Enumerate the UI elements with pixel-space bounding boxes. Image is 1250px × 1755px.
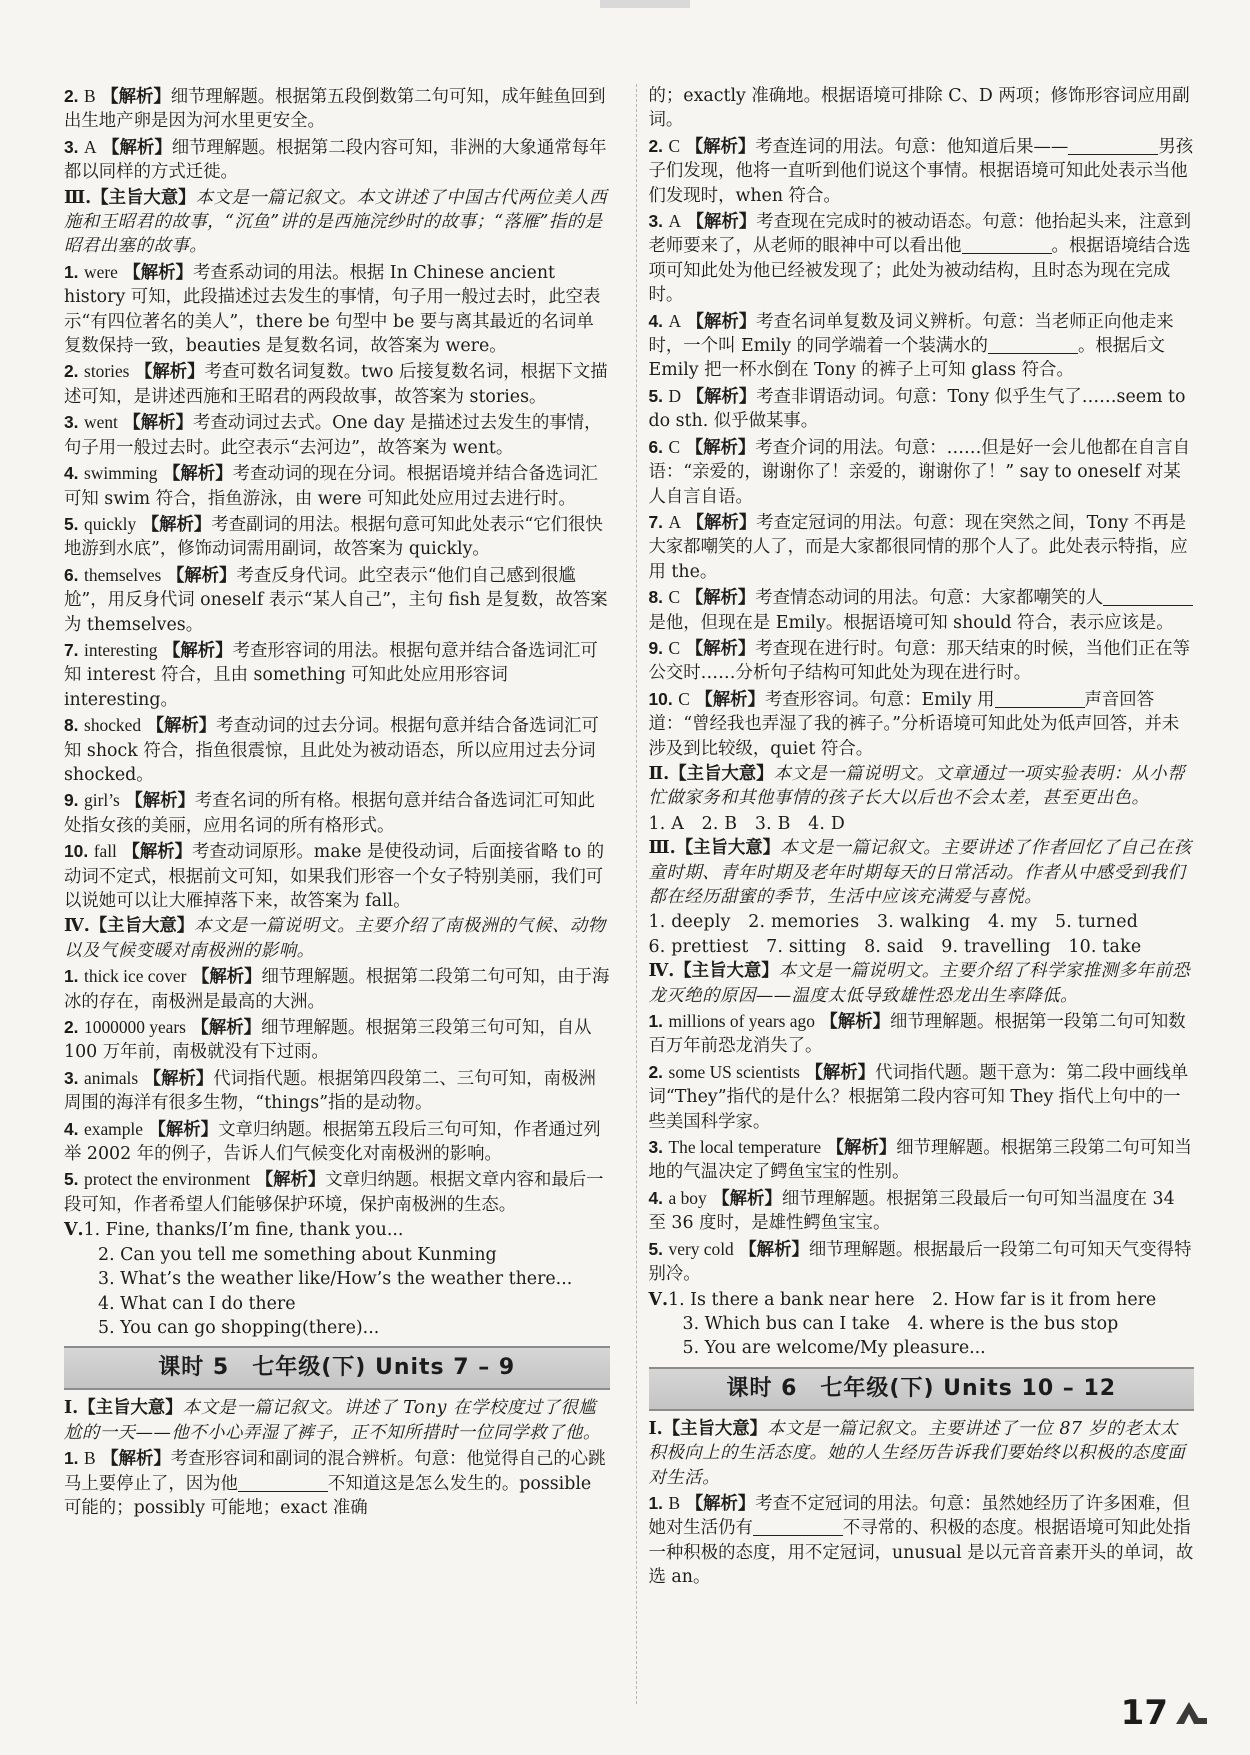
item-number: 6. (648, 436, 664, 457)
item-text: 考查介词的用法。句意：……但是好一会儿他都在自言自语：“亲爱的，谢谢你了！亲爱的，谢谢你了！” say to oneself 对某人自言自语。 (648, 437, 1191, 507)
item-text: 细节理解题。根据第二段内容可知，非洲的大象通常每年都以同样的方式迁徙。 (64, 137, 607, 183)
blank-line (238, 1473, 328, 1492)
item-text: 文章归纳题。根据第五段后三句可知，作者通过列举 2002 年的例子，告诉人们气候变化对南极洲的影响。 (64, 1119, 601, 1165)
item-answer: C (668, 637, 681, 658)
section-v-item: 3. Which bus can I take 4. where is the bus stop (682, 1313, 1119, 1334)
summary-label: Ⅳ.【主旨大意】 (64, 916, 195, 937)
item-answer: some US scientists (668, 1061, 800, 1082)
item-number: 8. (64, 715, 79, 736)
item-number: 9. (64, 790, 79, 811)
item-text: 考查不定冠词的用法。句意：虽然她经历了许多困难，但她对生活仍有 (648, 1493, 1191, 1539)
item-text: 考查连词的用法。句意：他知道后果—— (755, 136, 1069, 157)
analysis-tag: 【解析】 (686, 311, 757, 332)
answer-page (64, 84, 1194, 1704)
item-number: 4. (648, 1187, 664, 1208)
analysis-tag: 【解析】 (102, 137, 172, 158)
item-number: 7. (64, 639, 79, 660)
item-answer: B (668, 1492, 681, 1513)
answer-item (649, 1009, 1195, 1059)
item-number: 10. (64, 841, 89, 862)
summary-label: Ⅰ.【主旨大意】 (648, 1418, 768, 1439)
section-summary (649, 959, 1195, 1008)
answer-item (64, 638, 610, 712)
analysis-tag: 【解析】 (166, 565, 237, 586)
analysis-tag: 【解析】 (805, 1062, 876, 1083)
lesson-6-title: 课时 6 七年级(下) Units 10 – 12 (649, 1367, 1195, 1411)
item-text: 细节理解题。根据第一段第二句可知数百万年前恐龙消失了。 (648, 1012, 1186, 1057)
item-number: 2. (64, 361, 79, 382)
item-answer: B (84, 86, 96, 106)
left-items (64, 84, 610, 1217)
item-text: 考查动词的过去分词。根据句意并结合备选词汇可知 shock 符合，指鱼很震惊，且此处为被动语态，所以应用过去分词 shocked。 (64, 716, 599, 785)
item-number: 3. (64, 136, 79, 157)
answer-line (649, 812, 1195, 836)
item-answer: B (84, 1448, 96, 1469)
top-edge-mark (600, 0, 690, 8)
section-v-right (649, 1288, 1195, 1361)
analysis-tag: 【解析】 (255, 1170, 326, 1191)
item-answer: protect the environment (84, 1169, 251, 1190)
item-text: 考查可数名词复数。two 后接复数名词，根据下文描述可知，是讲述西施和王昭君的两段故事，故答案为 stories。 (64, 362, 608, 407)
analysis-tag: 【解析】 (143, 1068, 214, 1089)
summary-label: Ⅳ.【主旨大意】 (648, 961, 779, 982)
item-text: 考查动词原形。make 是使役动词，后面接省略 to 的动词不定式，根据前文可知，如果我们形容一个女子特别美丽，我们可以说她可以让大雁掉落下来，故答案为 fall。 (64, 842, 605, 911)
item-answer: a boy (668, 1187, 707, 1208)
item-answer: C (668, 587, 681, 608)
summary-text: 本文是一篇记叙文。本文讲述了中国古代两位美人西施和王昭君的故事，“沉鱼”讲的是西施浣纱时的故事；“落雁”指的是昭君出塞的故事。 (64, 187, 608, 257)
analysis-tag: 【解析】 (686, 212, 757, 233)
answer-item (649, 510, 1195, 584)
item-text: 。根据后文 Emily 把一杯水倒在 Tony 的裤子上可知 glass 符合。 (648, 336, 1165, 381)
item-number: 1. (648, 1492, 664, 1513)
analysis-tag: 【解析】 (685, 638, 756, 659)
analysis-tag: 【解析】 (685, 588, 756, 609)
blank-line (753, 1517, 843, 1536)
section-v-item: 2. Can you tell me something about Kunming (98, 1244, 497, 1265)
summary-text: 本文是一篇说明文。主要介绍了科学家推测多年前恐龙灭绝的原因——温度太低导致雄性恐龙出生率降低。 (648, 961, 1191, 1006)
item-text: 是他，但现在是 Emily。根据语境可知 should 符合，表示应该是。 (648, 612, 1174, 633)
section-summary (649, 836, 1195, 909)
item-text: 细节理解题。根据最后一段第二句可知天气变得特别冷。 (648, 1239, 1192, 1285)
blank-line (995, 689, 1085, 708)
publisher-logo-icon (1174, 1700, 1208, 1726)
item-number: 1. (64, 1448, 79, 1469)
answer-line-text: 1. deeply 2. memories 3. walking 4. my 5. turned (648, 912, 1139, 933)
lesson-6-item-1 (649, 1491, 1195, 1590)
answer-item (64, 788, 610, 838)
answer-item (64, 359, 610, 409)
item-answer: C (668, 135, 681, 156)
left-column (64, 84, 610, 1704)
item-text: 细节理解题。根据第三段第二句可知当地的气温决定了鳄鱼宝宝的性别。 (648, 1138, 1192, 1183)
answer-item (649, 209, 1195, 308)
analysis-tag: 【解析】 (686, 386, 757, 407)
item-number: 3. (648, 1137, 664, 1158)
item-text: 考查动词的现在分词。根据语境并结合备选词汇可知 swim 符合，指鱼游泳，由 were 可知此处应用过去进行时。 (64, 464, 598, 509)
item-number: 7. (648, 511, 664, 532)
answer-item (649, 384, 1195, 434)
continued-text (649, 84, 1195, 133)
summary-label: Ⅱ.【主旨大意】 (648, 763, 774, 784)
item-text: 代词指代题。根据第四段第二、三句可知，南极洲周围的海洋有很多生物，“things”指的是动物。 (64, 1068, 596, 1114)
item-number: 3. (64, 1067, 79, 1088)
item-text: 不寻常的、积极的态度。根据语境可知此处指一种积极的态度，用不定冠词，unusual 是以元音音素开头的单词，故选 an。 (648, 1518, 1194, 1588)
lesson-5-item-1 (64, 1446, 610, 1520)
item-text: 声音回答道：“曾经我也弄湿了我的裤子。”分析语境可知此处为低声回答，并未涉及到比较级，quiet 符合。 (648, 689, 1180, 759)
analysis-tag: 【解析】 (163, 640, 233, 661)
page-number (1121, 1693, 1208, 1733)
item-answer: C (678, 688, 690, 709)
section-summary (649, 762, 1195, 811)
item-answer: went (84, 412, 118, 433)
item-text: 考查情态动词的用法。句意：大家都嘲笑的人 (755, 588, 1104, 609)
item-answer: millions of years ago (668, 1011, 815, 1032)
item-answer: swimming (84, 463, 158, 484)
analysis-tag: 【解析】 (146, 716, 217, 737)
item-answer: A (84, 136, 97, 157)
answer-item (649, 1060, 1195, 1134)
right-column (636, 84, 1195, 1704)
item-number: 1. (64, 966, 79, 987)
item-answer: girl’s (84, 790, 120, 811)
analysis-tag: 【解析】 (685, 136, 756, 157)
answer-item (64, 563, 610, 637)
summary-label: Ⅰ.【主旨大意】 (64, 1398, 183, 1419)
item-number: 4. (64, 1118, 79, 1139)
item-text: 文章归纳题。根据文章内容和最后一段可知，作者希望人们能够保护环境，保护南极洲的生态。 (64, 1170, 604, 1215)
page-number-text: 17 (1120, 1693, 1168, 1733)
summary-text: 本文是一篇记叙文。讲述了 Tony 在学校度过了很尴尬的一天——他不小心弄湿了裤子，正不知所措时一位同学救了他。 (64, 1398, 601, 1443)
item-text: 细节理解题。根据第二段第二句可知，由于海冰的存在，南极洲是最高的大洲。 (64, 967, 610, 1012)
analysis-tag: 【解析】 (122, 842, 193, 863)
item-answer: A (668, 211, 682, 232)
item-answer: thick ice cover (84, 966, 187, 987)
answer-item (64, 1117, 610, 1167)
item-text: 细节理解题。根据第三段第三句可知，自从 100 万年前，南极就没有下过雨。 (64, 1018, 592, 1063)
item-answer: example (84, 1118, 143, 1139)
section-v-item: 3. What’s the weather like/How’s the weather there... (98, 1269, 573, 1290)
item-answer: fall (93, 841, 117, 862)
answer-line (649, 935, 1195, 959)
analysis-tag: 【解析】 (695, 689, 765, 710)
item-number: 9. (648, 637, 664, 658)
item-number: 2. (64, 86, 79, 106)
analysis-tag: 【解析】 (820, 1012, 890, 1033)
item-number: 5. (648, 1238, 664, 1259)
item-answer: D (668, 385, 682, 406)
item-answer: very cold (668, 1238, 734, 1259)
item-number: 5. (64, 513, 79, 534)
analysis-tag: 【解析】 (125, 791, 195, 812)
analysis-tag: 【解析】 (163, 464, 233, 485)
section-v-item: 5. You can go shopping(there)... (98, 1317, 380, 1338)
analysis-tag: 【解析】 (191, 967, 262, 988)
item-number: 6. (64, 564, 79, 585)
item-text: 考查动词过去式。One day 是描述过去发生的事情，句子用一般过去时。此空表示“去河边”，故答案为 went。 (64, 413, 602, 458)
answer-line-text: 6. prettiest 7. sitting 8. said 9. travelling 10. take (648, 936, 1142, 957)
analysis-tag: 【解析】 (685, 437, 756, 458)
summary-label: Ⅲ.【主旨大意】 (648, 838, 781, 859)
answer-item (64, 512, 610, 562)
item-number: 5. (64, 1169, 79, 1190)
blank-line (962, 235, 1052, 254)
blank-line (1068, 136, 1158, 155)
item-text: 考查副词的用法。根据句意可知此处表示“它们很快地游到水底”，修饰动词需用副词，故答案为 quickly。 (64, 514, 603, 560)
section-v-label: Ⅴ. (648, 1289, 669, 1310)
section-v-item: 1. Is there a bank near here 2. How far is it from here (668, 1289, 1157, 1310)
analysis-tag: 【解析】 (739, 1239, 809, 1260)
answer-item (649, 134, 1195, 208)
item-text: 考查形容词的用法。根据句意并结合备选词汇可知 interest 符合，且由 something 可知此处应用形容词 interesting。 (64, 640, 598, 710)
section-v-left (64, 1218, 610, 1340)
analysis-tag: 【解析】 (123, 413, 193, 434)
answer-item (649, 687, 1195, 761)
answer-item (64, 410, 610, 460)
item-number: 5. (648, 385, 664, 406)
item-number: 3. (648, 211, 664, 232)
lesson-5-summary (64, 1396, 610, 1445)
answer-line-text: 1. A 2. B 3. B 4. D (648, 813, 846, 834)
lesson-6-summary (649, 1417, 1195, 1490)
item-number: 4. (64, 463, 79, 484)
answer-item (64, 461, 610, 511)
item-answer: stories (84, 361, 130, 382)
answer-item (64, 260, 610, 359)
answer-item (649, 585, 1195, 635)
item-answer: interesting (84, 639, 158, 660)
item-number: 2. (648, 1061, 664, 1082)
item-number: 2. (648, 135, 664, 156)
summary-text: 本文是一篇记叙文。主要讲述了一位 87 岁的老太太积极向上的生活态度。她的人生经历告诉我们要始终以积极的态度面对生活。 (648, 1418, 1186, 1488)
item-text: 考查形容词。句意：Emily 用 (764, 689, 995, 710)
section-v-item: 5. You are welcome/My pleasure... (682, 1338, 986, 1359)
item-answer: quickly (84, 513, 137, 534)
section-v-label: Ⅴ. (64, 1220, 84, 1241)
item-number: 8. (648, 587, 664, 608)
answer-item (64, 1066, 610, 1116)
answer-item (649, 1186, 1195, 1236)
summary-label: Ⅲ.【主旨大意】 (64, 187, 196, 208)
item-answer: shocked (84, 715, 142, 736)
right-items (649, 84, 1195, 1287)
analysis-tag: 【解析】 (101, 1449, 171, 1470)
summary-text: 本文是一篇记叙文。主要讲述了作者回忆了自己在孩童时期、青年时期及老年时期每天的日常活动。作者从中感受到我们都在经历甜蜜的季节，生活中应该充满爱与喜悦。 (648, 838, 1192, 907)
answer-item (64, 839, 610, 913)
item-text: 考查现在进行时。句意：那天结束的时候，当他们正在等公交时……分析句子结构可知此处为现在进行时。 (648, 638, 1191, 684)
item-answer: C (668, 436, 681, 457)
item-text: 的；exactly 准确地。根据语境可排除 C、D 两项；修饰形容词应用副词。 (648, 86, 1190, 131)
item-text: 考查形容词和副词的混合辨析。句意：他觉得自己的心跳马上要停止了，因为他 (64, 1449, 606, 1494)
item-answer: animals (84, 1067, 139, 1088)
section-summary (64, 914, 610, 963)
summary-text: 本文是一篇说明文。文章通过一项实验表明：从小帮忙做家务和其他事情的孩子长大以后也不会太差，甚至更出色。 (648, 763, 1186, 809)
answer-item (649, 1135, 1195, 1185)
item-text: 男孩子们发现，他将一直听到他们说这个事情。根据语境可知此处表示当他们发现时，when 符合。 (648, 136, 1194, 206)
item-text: 考查反身代词。此空表示“他们自己感到很尴尬”，用反身代词 oneself 表示“某人自己”，主句 fish 是复数，故答案为 themselves。 (64, 565, 608, 635)
item-answer: The local temperature (668, 1137, 822, 1158)
item-text: 。根据语境结合选项可知此处为他已经被发现了；此处为被动结构，且时态为现在完成时。 (648, 236, 1191, 306)
item-text: 考查系动词的用法。根据 In Chinese ancient history 可知，此段描述过去发生的事情，句子用一般过去时，此空表示“有四位著名的美人”，there be 句型中 be 要与离其最近的名词单复数保持一致，beauties 是复数名词，故答案为 were。 (64, 262, 601, 357)
answer-item (649, 309, 1195, 383)
answer-item (649, 636, 1195, 686)
item-number: 4. (648, 310, 664, 331)
answer-item (64, 713, 610, 787)
lesson-5-title: 课时 5 七年级(下) Units 7 – 9 (64, 1346, 610, 1390)
analysis-tag: 【解析】 (685, 1493, 756, 1514)
item-text: 考查名词单复数及词义辨析。句意：当老师正向他走来时，一个叫 Emily 的同学端着一个装满水的 (648, 311, 1174, 357)
item-text: 细节理解题。根据第三段最后一句可知当温度在 34 至 36 度时，是雄性鳄鱼宝宝。 (648, 1188, 1175, 1234)
item-answer: A (668, 511, 682, 532)
item-answer: 1000000 years (84, 1017, 186, 1038)
answer-line (649, 910, 1195, 934)
answer-item (64, 1015, 610, 1065)
section-v-item: 4. What can I do there (98, 1293, 296, 1314)
item-text: 考查定冠词的用法。句意：现在突然之间，Tony 不再是大家都嘲笑的人了，而是大家都很同情的那个人了。此处表示特指，应用 the。 (648, 512, 1188, 582)
analysis-tag: 【解析】 (191, 1018, 262, 1039)
item-text: 考查名词的所有格。根据句意并结合备选词汇可知此处指女孩的美丽，应用名词的所有格形式。 (64, 791, 595, 836)
section-summary (64, 186, 610, 259)
analysis-tag: 【解析】 (148, 1119, 219, 1140)
item-text: 不知道这是怎么发生的。possible 可能的；possibly 可能地；exact 准确 (64, 1473, 592, 1518)
analysis-tag: 【解析】 (712, 1188, 782, 1209)
item-answer: themselves (84, 564, 162, 585)
blank-line (988, 335, 1078, 354)
analysis-tag: 【解析】 (134, 362, 205, 383)
item-text: 考查现在完成时的被动语态。句意：他抬起头来，注意到老师要来了，从老师的眼神中可以看出他 (648, 212, 1191, 257)
item-number: 1. (64, 261, 79, 282)
answer-item (64, 84, 610, 134)
item-answer: A (668, 310, 682, 331)
analysis-tag: 【解析】 (141, 514, 212, 535)
analysis-tag: 【解析】 (686, 512, 757, 533)
item-number: 10. (648, 688, 673, 709)
analysis-tag: 【解析】 (101, 87, 171, 107)
section-v-item: 1. Fine, thanks/I’m fine, thank you... (83, 1220, 404, 1241)
item-text: 代词指代题。题干意为：第二段中画线单词“They”指代的是什么？根据第二段内容可知 They 指代上句中的一些美国科学家。 (648, 1062, 1189, 1132)
analysis-tag: 【解析】 (826, 1138, 897, 1159)
answer-item (64, 964, 610, 1014)
answer-item (649, 435, 1195, 509)
item-number: 3. (64, 412, 79, 433)
answer-item (64, 1167, 610, 1217)
item-number: 1. (648, 1011, 664, 1032)
item-text: 细节理解题。根据第五段倒数第二句可知，成年鲑鱼回到出生地产卵是因为河水里更安全。 (64, 87, 606, 132)
summary-text: 本文是一篇说明文。主要介绍了南极洲的气候、动物以及气候变暖对南极洲的影响。 (64, 916, 606, 961)
item-text: 考查非谓语动词。句意：Tony 似乎生气了……seem to do sth. 似乎做某事。 (648, 386, 1186, 432)
analysis-tag: 【解析】 (123, 262, 193, 283)
blank-line (1103, 587, 1193, 606)
answer-item (64, 135, 610, 185)
answer-item (649, 1237, 1195, 1287)
item-number: 2. (64, 1017, 79, 1038)
item-answer: were (84, 261, 118, 282)
